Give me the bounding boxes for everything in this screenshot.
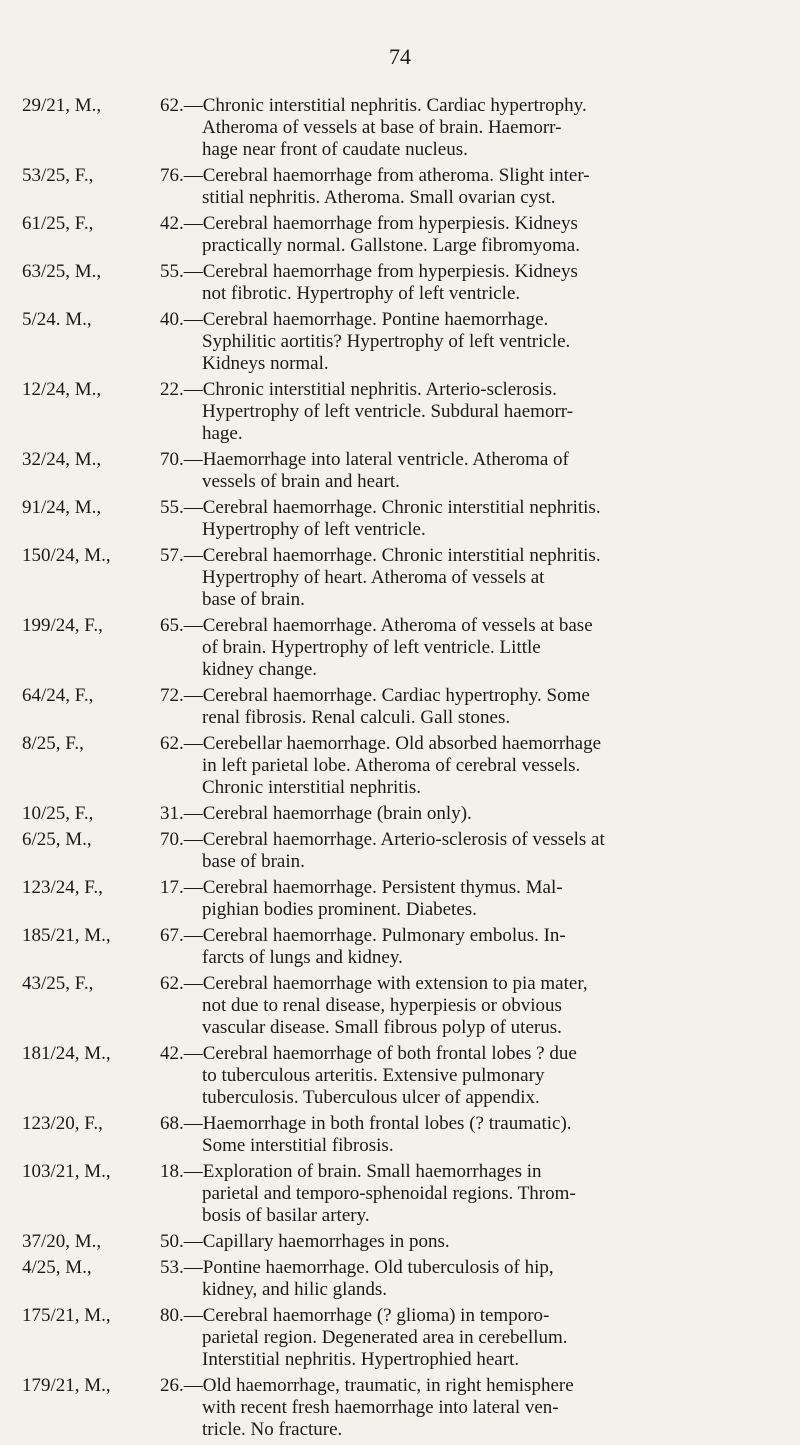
description-line: Hypertrophy of heart. Atheroma of vessels at	[202, 567, 545, 588]
description-line: renal fibrosis. Renal calculi. Gall stones.	[202, 707, 511, 728]
case-entry	[22, 685, 774, 729]
description-line: 40.—Cerebral haemorrhage. Pontine haemorrhage.	[160, 309, 549, 330]
description-line: 70.—Cerebral haemorrhage. Arterio-sclerosis of vessels at	[160, 829, 605, 850]
case-description	[160, 309, 774, 375]
description-line: 62.—Chronic interstitial nephritis. Cardiac hypertrophy.	[160, 95, 587, 116]
description-line: 65.—Cerebral haemorrhage. Atheroma of vessels at base	[160, 615, 593, 636]
case-entry	[22, 973, 774, 1039]
case-entry	[22, 165, 774, 209]
case-description	[160, 379, 774, 445]
case-entry	[22, 1043, 774, 1109]
description-line: tricle. No fracture.	[202, 1419, 343, 1440]
description-line: 22.—Chronic interstitial nephritis. Arterio-sclerosis.	[160, 379, 557, 400]
case-description	[160, 877, 774, 921]
case-id: 43/25, F.,	[22, 973, 94, 994]
description-line: tuberculosis. Tuberculous ulcer of appendix.	[202, 1087, 540, 1108]
description-line: 62.—Cerebellar haemorrhage. Old absorbed haemorrhage	[160, 733, 602, 754]
case-description	[160, 1257, 774, 1301]
case-id: 32/24, M.,	[22, 449, 102, 470]
description-line: kidney, and hilic glands.	[202, 1279, 388, 1300]
case-description	[160, 803, 774, 825]
description-line: 17.—Cerebral haemorrhage. Persistent thymus. Mal-	[160, 877, 563, 898]
case-id: 61/25, F.,	[22, 213, 94, 234]
case-entry	[22, 1257, 774, 1301]
description-line: 80.—Cerebral haemorrhage (? glioma) in temporo-	[160, 1305, 550, 1326]
description-line: hage near front of caudate nucleus.	[202, 139, 468, 160]
case-description	[160, 1375, 774, 1441]
description-line: hage.	[202, 423, 243, 444]
description-line: Interstitial nephritis. Hypertrophied heart.	[202, 1349, 520, 1370]
case-entry	[22, 803, 774, 825]
description-line: 72.—Cerebral haemorrhage. Cardiac hypertrophy. Some	[160, 685, 590, 706]
case-id: 6/25, M.,	[22, 829, 92, 850]
case-description	[160, 1231, 774, 1253]
description-line: stitial nephritis. Atheroma. Small ovarian cyst.	[202, 187, 556, 208]
case-id: 29/21, M.,	[22, 95, 102, 116]
case-description	[160, 545, 774, 611]
case-entry	[22, 877, 774, 921]
case-id: 199/24, F.,	[22, 615, 103, 636]
description-line: 67.—Cerebral haemorrhage. Pulmonary embolus. In-	[160, 925, 566, 946]
case-entry	[22, 1375, 774, 1441]
case-entry	[22, 449, 774, 493]
case-list	[22, 95, 774, 1445]
case-entry	[22, 497, 774, 541]
case-id: 91/24, M.,	[22, 497, 102, 518]
case-description	[160, 1043, 774, 1109]
case-description	[160, 925, 774, 969]
case-id: 5/24. M.,	[22, 309, 92, 330]
case-description	[160, 1113, 774, 1157]
case-entry	[22, 925, 774, 969]
case-description	[160, 685, 774, 729]
case-description	[160, 261, 774, 305]
description-line: 70.—Haemorrhage into lateral ventricle. Atheroma of	[160, 449, 569, 470]
description-line: not fibrotic. Hypertrophy of left ventricle.	[202, 283, 521, 304]
case-description	[160, 95, 774, 161]
case-description	[160, 1161, 774, 1227]
case-id: 12/24, M.,	[22, 379, 102, 400]
case-entry	[22, 1161, 774, 1227]
case-entry	[22, 1305, 774, 1371]
description-line: parietal region. Degenerated area in cerebellum.	[202, 1327, 568, 1348]
case-description	[160, 449, 774, 493]
case-id: 179/21, M.,	[22, 1375, 111, 1396]
description-line: base of brain.	[202, 851, 305, 872]
case-entry	[22, 733, 774, 799]
description-line: Syphilitic aortitis? Hypertrophy of left ventricle.	[202, 331, 571, 352]
description-line: vessels of brain and heart.	[202, 471, 400, 492]
case-entry	[22, 95, 774, 161]
description-line: with recent fresh haemorrhage into lateral ven-	[202, 1397, 559, 1418]
description-line: pighian bodies prominent. Diabetes.	[202, 899, 477, 920]
description-line: 55.—Cerebral haemorrhage from hyperpiesis. Kidneys	[160, 261, 578, 282]
case-id: 8/25, F.,	[22, 733, 84, 754]
case-id: 103/21, M.,	[22, 1161, 111, 1182]
description-line: practically normal. Gallstone. Large fibromyoma.	[202, 235, 580, 256]
description-line: Hypertrophy of left ventricle.	[202, 519, 426, 540]
case-description	[160, 973, 774, 1039]
case-description	[160, 1305, 774, 1371]
description-line: base of brain.	[202, 589, 305, 610]
case-entry	[22, 1231, 774, 1253]
description-line: farcts of lungs and kidney.	[202, 947, 403, 968]
case-entry	[22, 261, 774, 305]
case-description	[160, 497, 774, 541]
case-id: 37/20, M.,	[22, 1231, 102, 1252]
case-entry	[22, 379, 774, 445]
description-line: 42.—Cerebral haemorrhage of both frontal lobes ? due	[160, 1043, 577, 1064]
description-line: to tuberculous arteritis. Extensive pulmonary	[202, 1065, 545, 1086]
case-entry	[22, 213, 774, 257]
case-entry	[22, 545, 774, 611]
case-id: 181/24, M.,	[22, 1043, 111, 1064]
case-id: 175/21, M.,	[22, 1305, 111, 1326]
case-description	[160, 829, 774, 873]
description-line: in left parietal lobe. Atheroma of cerebral vessels.	[202, 755, 581, 776]
description-line: parietal and temporo-sphenoidal regions. Throm-	[202, 1183, 576, 1204]
description-line: 31.—Cerebral haemorrhage (brain only).	[160, 803, 472, 824]
description-line: not due to renal disease, hyperpiesis or obvious	[202, 995, 562, 1016]
case-entry	[22, 829, 774, 873]
description-line: 50.—Capillary haemorrhages in pons.	[160, 1231, 450, 1252]
case-description	[160, 733, 774, 799]
case-id: 64/24, F.,	[22, 685, 94, 706]
description-line: Chronic interstitial nephritis.	[202, 777, 421, 798]
case-id: 150/24, M.,	[22, 545, 111, 566]
description-line: Hypertrophy of left ventricle. Subdural haemorr-	[202, 401, 574, 422]
description-line: 62.—Cerebral haemorrhage with extension to pia mater,	[160, 973, 588, 994]
case-id: 10/25, F.,	[22, 803, 94, 824]
case-description	[160, 213, 774, 257]
case-id: 123/20, F.,	[22, 1113, 103, 1134]
case-id: 123/24, F.,	[22, 877, 103, 898]
description-line: vascular disease. Small fibrous polyp of uterus.	[202, 1017, 562, 1038]
description-line: 53.—Pontine haemorrhage. Old tuberculosis of hip,	[160, 1257, 554, 1278]
description-line: 55.—Cerebral haemorrhage. Chronic interstitial nephritis.	[160, 497, 601, 518]
description-line: Some interstitial fibrosis.	[202, 1135, 394, 1156]
page-number: 74	[389, 44, 411, 69]
case-id: 185/21, M.,	[22, 925, 111, 946]
case-id: 4/25, M.,	[22, 1257, 92, 1278]
description-line: Kidneys normal.	[202, 353, 329, 374]
case-id: 63/25, M.,	[22, 261, 102, 282]
description-line: 26.—Old haemorrhage, traumatic, in right hemisphere	[160, 1375, 574, 1396]
description-line: 57.—Cerebral haemorrhage. Chronic interstitial nephritis.	[160, 545, 601, 566]
case-entry	[22, 615, 774, 681]
description-line: kidney change.	[202, 659, 318, 680]
description-line: bosis of basilar artery.	[202, 1205, 370, 1226]
case-entry	[22, 309, 774, 375]
case-description	[160, 165, 774, 209]
case-id: 53/25, F.,	[22, 165, 94, 186]
description-line: 42.—Cerebral haemorrhage from hyperpiesis. Kidneys	[160, 213, 578, 234]
description-line: of brain. Hypertrophy of left ventricle. Little	[202, 637, 541, 658]
description-line: Atheroma of vessels at base of brain. Haemorr-	[202, 117, 562, 138]
case-description	[160, 615, 774, 681]
case-entry	[22, 1113, 774, 1157]
description-line: 18.—Exploration of brain. Small haemorrhages in	[160, 1161, 542, 1182]
description-line: 68.—Haemorrhage in both frontal lobes (? traumatic).	[160, 1113, 572, 1134]
description-line: 76.—Cerebral haemorrhage from atheroma. Slight inter-	[160, 165, 590, 186]
